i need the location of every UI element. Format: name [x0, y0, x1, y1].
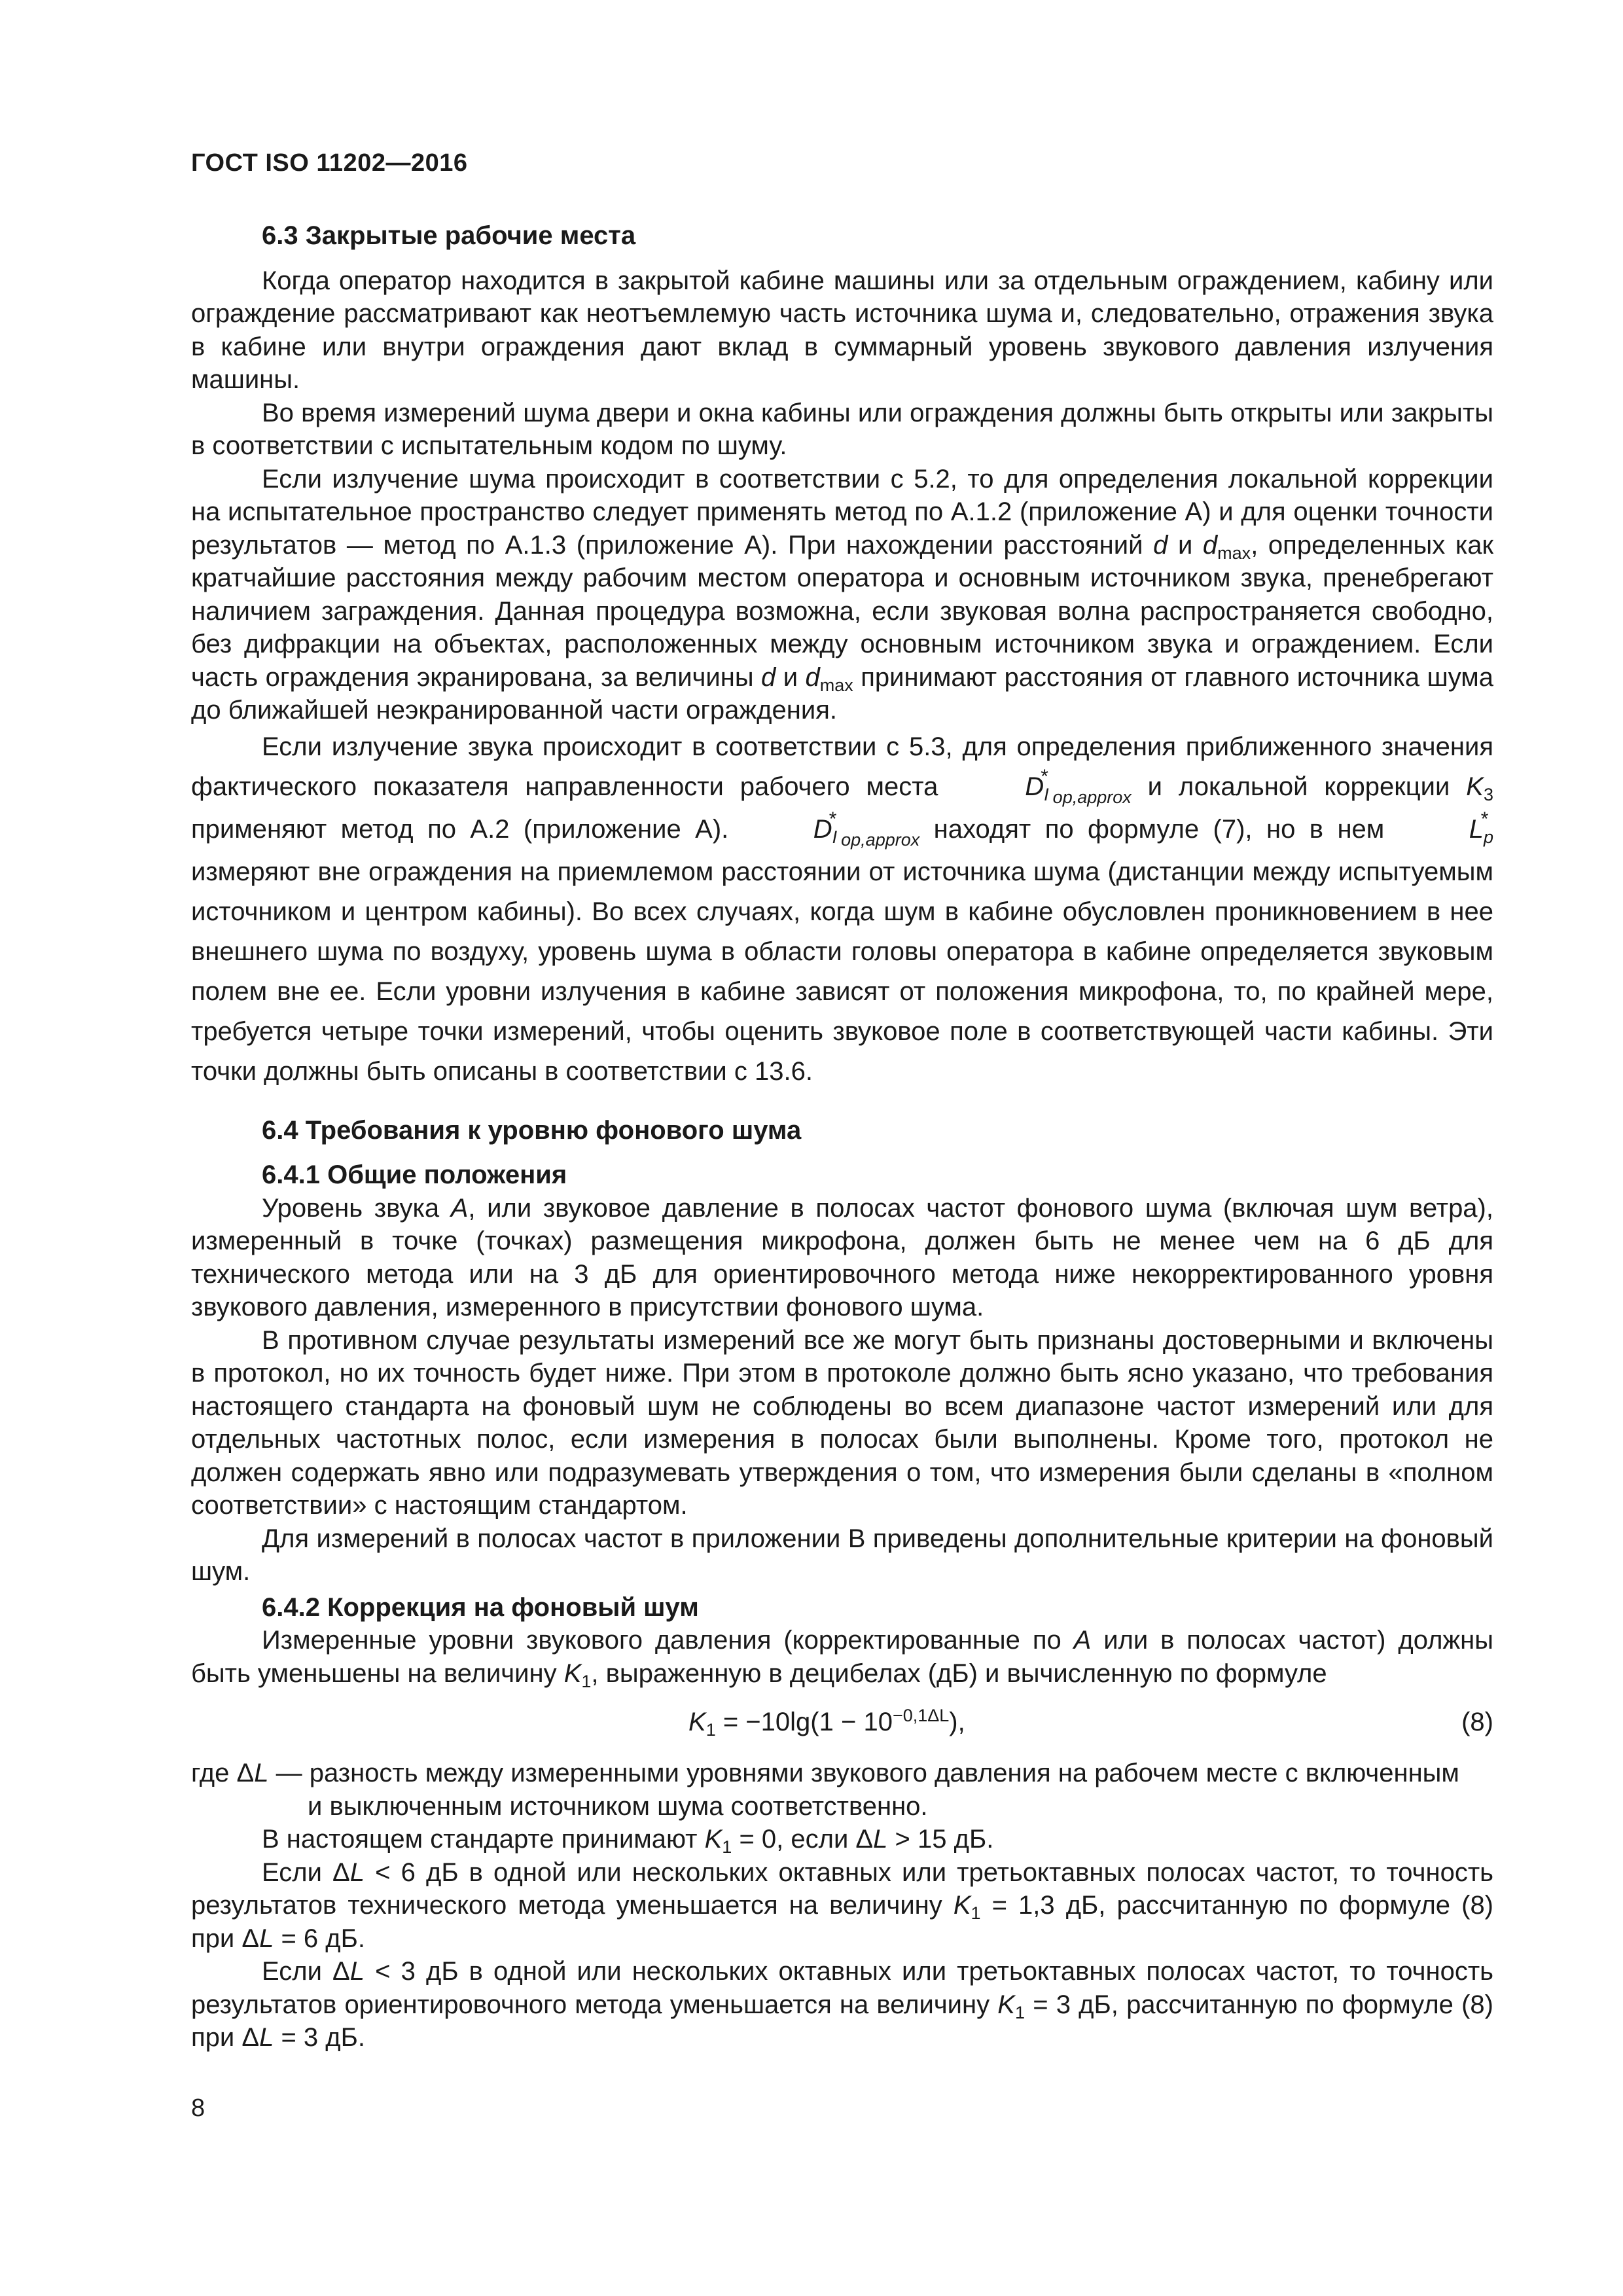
section-6-4-1-paragraph-2: В противном случае результаты измерений все же могут быть признаны достоверными и включены в протокол, но их точность будет ниже. При этом в протоколе должно быть ясно указано, что требования настоящего стандарта на фоновый шум не соблюдены во всем диапазоне частот измерений или для отдельных частотных полос, если измерения в полосах были выполнены. Кроме того, протокол не должен содержать явно или подразумевать утверждения о том, что измерения были сделаны в «полном соответствии» с настоящим стандартом. — [191, 1325, 1493, 1520]
section-6-3-paragraph-3: Если излучение шума происходит в соответствии с 5.2, то для определения локальной коррекции на испытательное пространство следует применять метод по А.1.2 (приложение А) и для оценки точности результатов — метод по А.1.3 (приложение А). При нахождении расстояний d и $d_{max}$, определенных как кратчайшие расстояния между рабочим местом оператора и основным источником звука, пренебрегают наличием заграждения. Данная процедура возможна, если звуковая волна распространяется свободно, без дифракции на объектах, расположенных между основным источником звука и ограждением. Если часть ограждения экранирована, за величины d и $d_{max}$ принимают расстояния от главного источника шума до ближайшей неэкранированной части ограждения. — [191, 464, 1493, 725]
formula-8-where-clause: где ΔL — разность между измеренными уровнями звукового давления на рабочем месте с включенным — [191, 1759, 1459, 1787]
section-6-4-1-paragraph-1: Уровень звука A, или звуковое давление в полосах частот фонового шума (включая шум ветра), измеренный в точке (точках) размещения микрофона, должен быть не менее чем на 6 дБ для технического метода или на 3 дБ для ориентировочного метода ниже некорректированного уровня звукового давления, измеренного в присутствии фонового шума. — [191, 1193, 1493, 1321]
section-6-3-heading: 6.3 Закрытые рабочие места — [262, 221, 636, 250]
formula-8-row — [191, 1699, 1493, 1750]
section-6-4-2-paragraph-3: Если ΔL < 6 дБ в одной или нескольких октавных или третьоктавных полосах частот, то точность результатов технического метода уменьшается на величину $K_1 = 1,3$ дБ, рассчитанную по формуле (8) при ΔL = 6 дБ. — [191, 1857, 1494, 1953]
section-6-3-paragraph-4: Если излучение звука происходит в соответствии с 5.3, для определения приближенного значения фактического показателя направленности рабочего места $D_I$ * $_{op,approx}$ и локальной коррекции $K_3$ применяют метод по А.2 (приложение А). $D_I$ * $_{op,approx}$ находят по формуле (7), но в нем $L_p$ * измеряют вне ограждения на приемлемом расстоянии от источника шума (дистанции между испытуемым источником и центром кабины). Во всех случаях, когда шум в кабине обусловлен проникновением в нее внешнего шума по воздуху, уровень шума в области головы оператора в кабине определяется звуковым полем вне ее. Если уровни излучения в кабине зависят от положения микрофона, то, по крайней мере, требуется четыре точки измерений, чтобы оценить звуковое поле в соответствующей части кабины. Эти точки должны быть описаны в соответствии с 13.6. — [191, 732, 1493, 1086]
directivity-index-symbol: $D_I$ * $_{op,approx}$ — [1025, 765, 1132, 807]
section-6-4-2-paragraph-4: Если ΔL < 3 дБ в одной или нескольких октавных или третьоктавных полосах частот, то точность результатов ориентировочного метода уменьшается на величину $K_1 = 3$ дБ, рассчитанную по формуле (8) при ΔL = 3 дБ. — [191, 1957, 1494, 2052]
formula-8: $K_1 = -10\lg(1 - 10^{-0,1\Delta L})$, — [688, 1706, 965, 1740]
section-6-4-2-heading: 6.4.2 Коррекция на фоновый шум — [262, 1592, 699, 1622]
page-content — [191, 219, 1493, 2054]
section-6-4-2-paragraph-2: В настоящем стандарте принимают $K_1 = 0$, если ΔL > 15 дБ. — [262, 1825, 994, 1857]
section-6-4-heading: 6.4 Требования к уровню фонового шума — [262, 1115, 802, 1145]
section-6-4-1-paragraph-3: Для измерений в полосах частот в приложении В приведены дополнительные критерии на фоновый шум. — [191, 1524, 1493, 1586]
section-6-4-2-paragraph-1: Измеренные уровни звукового давления (корректированные по A или в полосах частот) должны быть уменьшены на величину $K_1$, выраженную в децибелах (дБ) и вычисленную по формуле — [191, 1626, 1494, 1691]
directivity-index-symbol-2: $D_I$ * $_{op,approx}$ — [813, 808, 920, 850]
sound-pressure-level-symbol: $L_p$ * — [1469, 808, 1493, 847]
document-header-title: ГОСТ ISO 11202—2016 — [191, 149, 468, 177]
formula-8-number: (8) — [1461, 1708, 1493, 1736]
section-6-3-paragraph-1: Когда оператор находится в закрытой кабине машины или за отдельным ограждением, кабину или ограждение рассматривают как неотъемлемую часть источника шума и, следовательно, отражения звука в кабине или внутри ограждения дают вклад в суммарный уровень звукового давления излучения машины. — [191, 266, 1493, 394]
section-6-3-paragraph-2: Во время измерений шума двери и окна кабины или ограждения должны быть открыты или закрыты в соответствии с испытательным кодом по шуму. — [191, 398, 1493, 460]
formula-8-where-continuation: и выключенным источником шума соответственно. — [308, 1791, 928, 1821]
section-6-4-1-heading: 6.4.1 Общие положения — [262, 1160, 567, 1189]
page-number: 8 — [191, 2094, 205, 2122]
